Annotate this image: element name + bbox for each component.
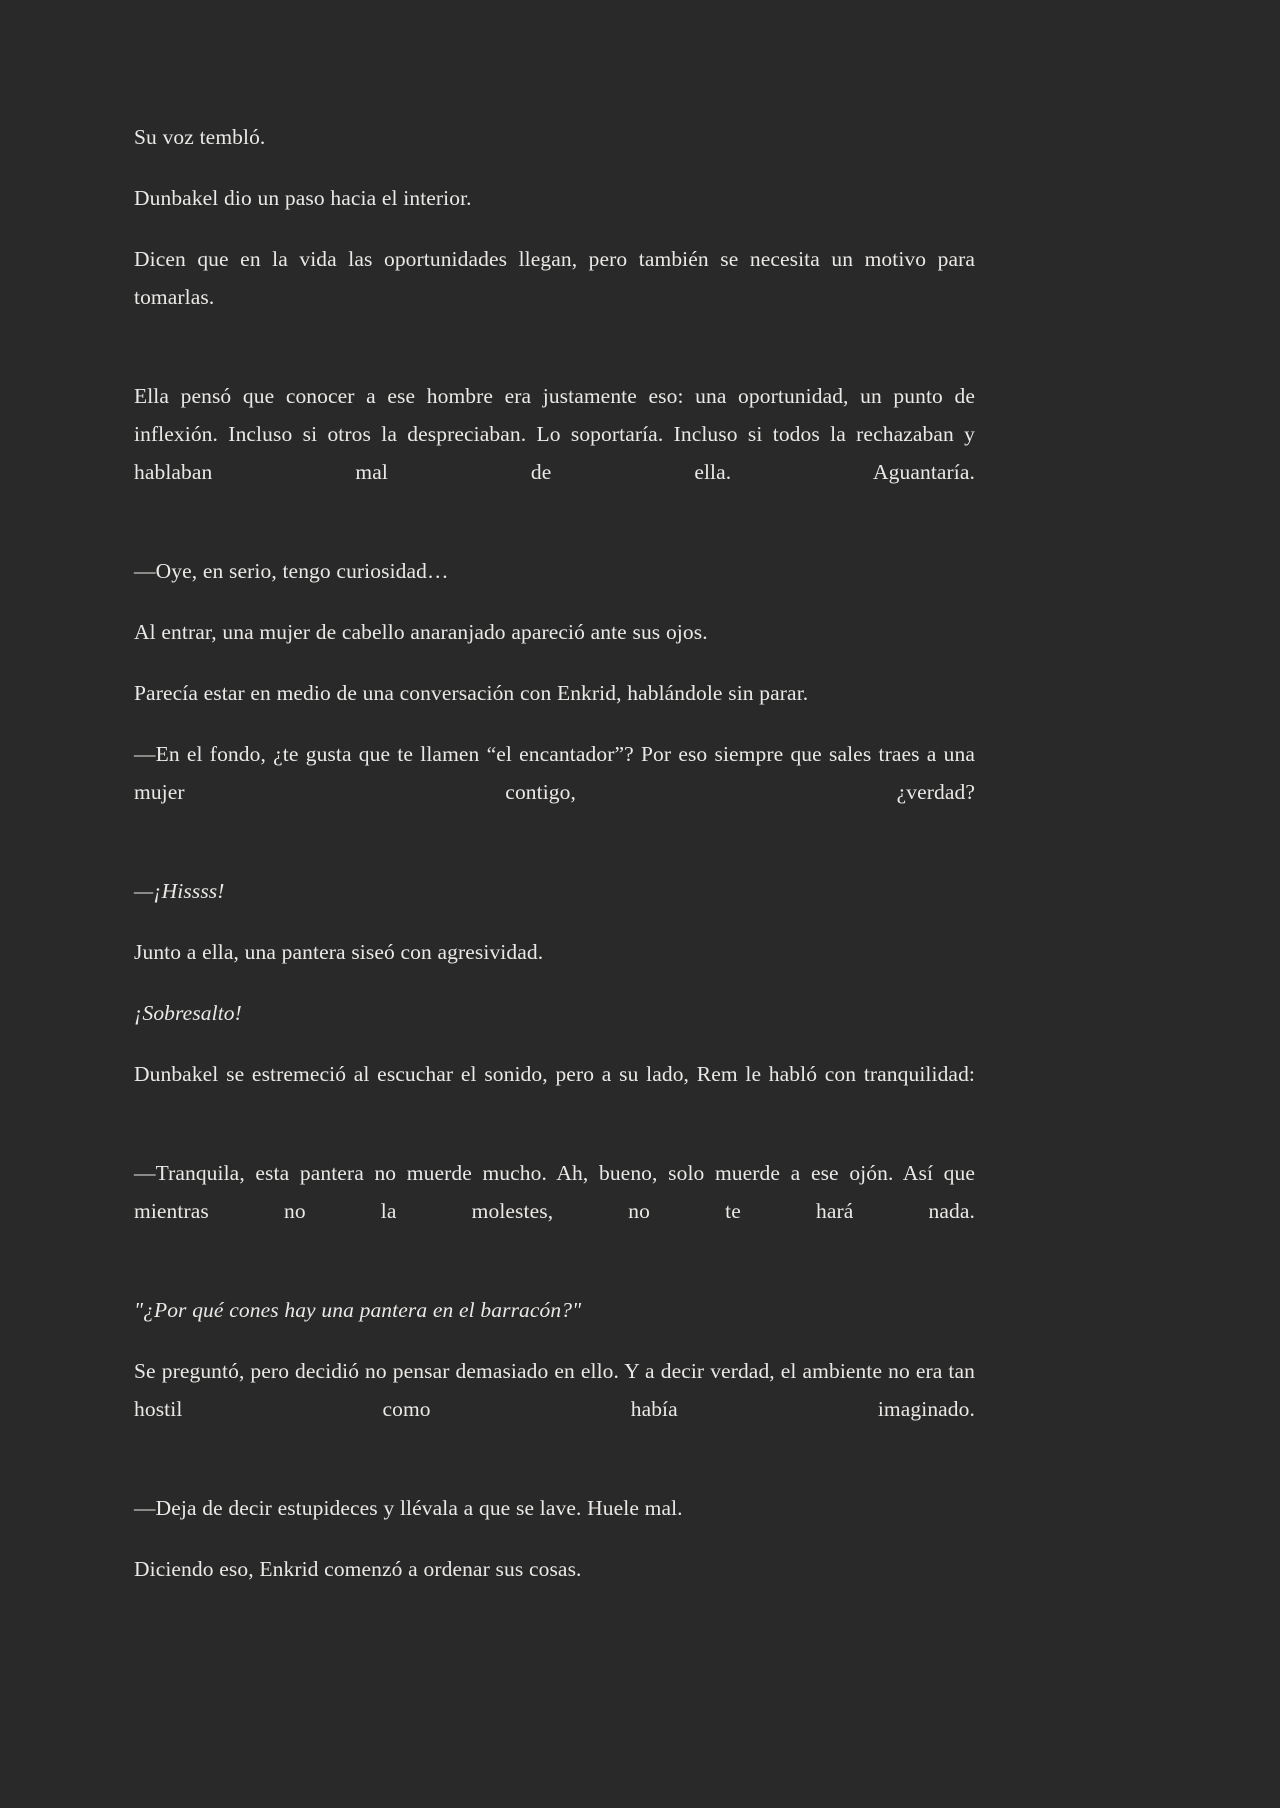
paragraph: Se preguntó, pero decidió no pensar demasiado en ello. Y a decir verdad, el ambiente no era tan hostil como había imaginado. [134, 1359, 975, 1421]
inner-thought-paragraph: "¿Por qué cones hay una pantera en el barracón?" [134, 1298, 582, 1322]
emphasis-paragraph: ¡Sobresalto! [134, 1001, 242, 1025]
paragraph: Parecía estar en medio de una conversación con Enkrid, hablándole sin parar. [134, 681, 809, 705]
paragraph: Dunbakel dio un paso hacia el interior. [134, 186, 472, 210]
paragraph: Dunbakel se estremeció al escuchar el sonido, pero a su lado, Rem le habló con tranquilidad: [134, 1062, 975, 1086]
dialogue-paragraph: —Deja de decir estupideces y llévala a que se lave. Huele mal. [134, 1496, 683, 1520]
paragraph: Al entrar, una mujer de cabello anaranjado apareció ante sus ojos. [134, 620, 708, 644]
paragraph: Dicen que en la vida las oportunidades llegan, pero también se necesita un motivo para tomarlas. [134, 247, 975, 309]
paragraph: Su voz tembló. [134, 125, 266, 149]
document-body [134, 118, 975, 1612]
dialogue-paragraph: —Tranquila, esta pantera no muerde mucho. Ah, bueno, solo muerde a ese ojón. Así que mientras no la molestes, no te hará nada. [134, 1161, 975, 1223]
paragraph: Ella pensó que conocer a ese hombre era justamente eso: una oportunidad, un punto de inflexión. Incluso si otros la despreciaban. Lo soportaría. Incluso si todos la rechazaban y hablaban mal de ella. Aguantaría. [134, 384, 975, 484]
dialogue-paragraph-italic: —¡Hissss! [134, 879, 225, 903]
dialogue-paragraph: —En el fondo, ¿te gusta que te llamen “el encantador”? Por eso siempre que sales traes a una mujer contigo, ¿verdad? [134, 742, 975, 804]
bottom-spacer [134, 1611, 975, 1612]
paragraph: Junto a ella, una pantera siseó con agresividad. [134, 940, 544, 964]
paragraph: Diciendo eso, Enkrid comenzó a ordenar sus cosas. [134, 1557, 582, 1581]
dialogue-paragraph: —Oye, en serio, tengo curiosidad… [134, 559, 449, 583]
